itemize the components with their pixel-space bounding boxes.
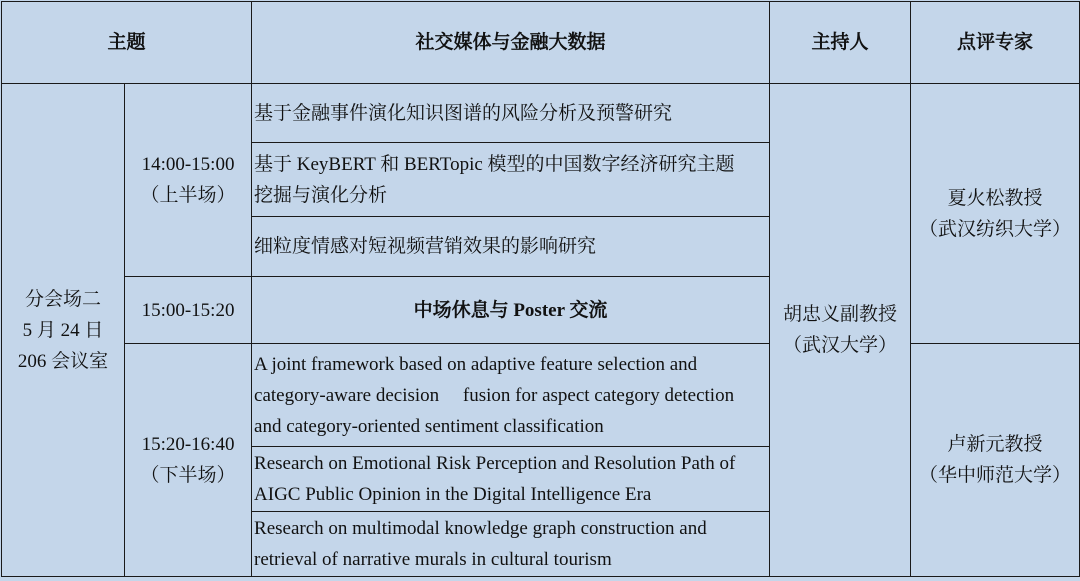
- session-date: 5 月 24 日: [22, 319, 104, 341]
- table-row: [2, 84, 1080, 143]
- slot-time: 14:00-15:00: [141, 154, 235, 175]
- schedule-table: [1, 1, 1080, 577]
- theme-label: 主题: [2, 2, 252, 84]
- paper-title: [252, 447, 770, 512]
- paper-title-line: AIGC Public Opinion in the Digital Intelligence Era: [254, 484, 652, 505]
- paper-title-line: A joint framework based on adaptive feature selection and: [254, 353, 698, 375]
- slot-time: 15:20-16:40: [141, 434, 235, 455]
- reviewer-affiliation: （华中师范大学）: [919, 465, 1072, 486]
- paper-title: [252, 143, 770, 217]
- time-slot-break: [125, 277, 252, 344]
- reviewer-label: 点评专家: [911, 2, 1080, 84]
- slot-part: （下半场）: [140, 465, 236, 486]
- paper-title: [252, 344, 770, 447]
- host-label: 主持人: [770, 2, 911, 84]
- paper-title-line: 挖掘与演化分析: [254, 184, 388, 206]
- session-info: [2, 84, 125, 577]
- paper-title-line: Research on Emotional Risk Perception and Resolution Path of: [254, 453, 736, 474]
- host-name: 胡忠义副教授: [783, 304, 898, 325]
- reviewer-name: 夏火松教授: [947, 187, 1043, 209]
- time-slot-first-half: [125, 84, 252, 277]
- header-row: [2, 2, 1080, 84]
- reviewer-cell: [911, 344, 1080, 577]
- paper-title: [252, 512, 770, 577]
- slot-time: 15:00-15:20: [141, 299, 235, 321]
- table-row: [2, 344, 1080, 394]
- session-name: 分会场二: [24, 288, 101, 310]
- session-room: 206 会议室: [17, 350, 109, 372]
- host-cell: [770, 84, 911, 577]
- paper-title-line: 基于金融事件演化知识图谱的风险分析及预警研究: [254, 102, 673, 124]
- paper-title-line: category-aware decision fusion for aspect category detection: [254, 384, 735, 406]
- paper-title: [252, 217, 770, 277]
- paper-title-line: 基于 KeyBERT 和 BERTopic 模型的中国数字经济研究主题: [254, 153, 735, 175]
- theme-value: 社交媒体与金融大数据: [252, 2, 770, 84]
- paper-title-line: Research on multimodal knowledge graph construction and: [254, 518, 707, 539]
- reviewer-affiliation: （武汉纺织大学）: [919, 218, 1072, 240]
- paper-title: [252, 84, 770, 143]
- paper-title-line: retrieval of narrative murals in cultural tourism: [254, 549, 612, 570]
- paper-title-line: 细粒度情感对短视频营销效果的影响研究: [254, 236, 597, 257]
- time-slot-second-half: [125, 344, 252, 577]
- host-affiliation: （武汉大学）: [783, 335, 898, 356]
- break-text: 中场休息与 Poster 交流: [252, 277, 770, 344]
- reviewer-cell: [911, 84, 1080, 344]
- reviewer-name: 卢新元教授: [947, 434, 1043, 455]
- paper-title-line: and category-oriented sentiment classification: [254, 415, 604, 437]
- slot-part: （上半场）: [140, 185, 236, 206]
